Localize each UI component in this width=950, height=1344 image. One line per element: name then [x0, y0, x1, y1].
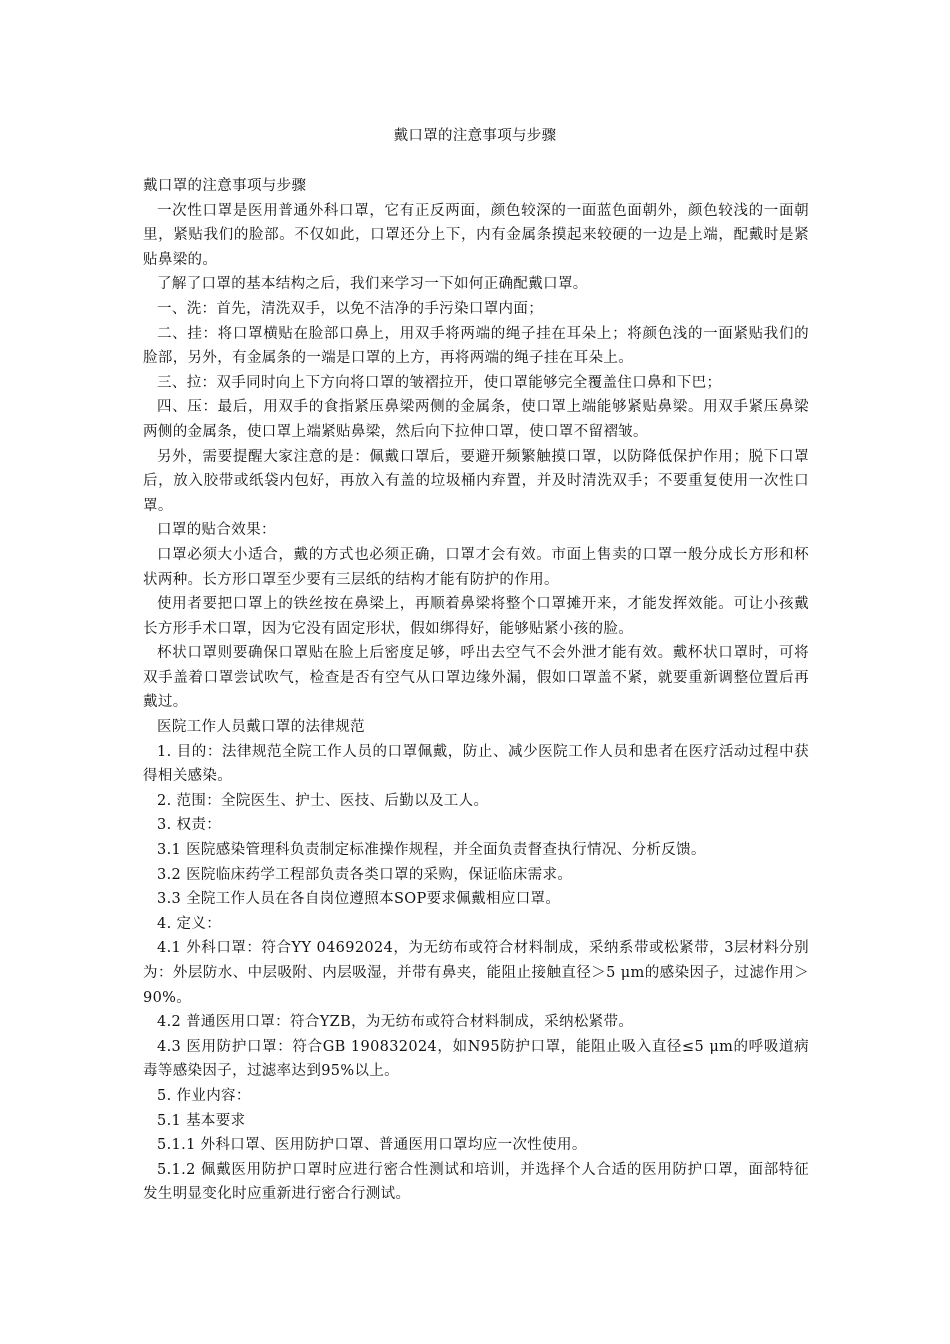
paragraph-mask-structure: 一次性口罩是医用普通外科口罩，它有正反两面，颜色较深的一面蓝色面朝外，颜色较浅的一面朝里，紧贴我们的脸部。不仅如此，口罩还分上下，内有金属条摸起来较硬的一边是上端，配戴时是紧贴鼻梁的。	[143, 202, 809, 268]
regulation-item-5-1-1: 5.1.1 外科口罩、医用防护口罩、普通医用口罩均应一次性使用。	[157, 1137, 587, 1154]
regulation-definitions: 4. 定义：	[157, 915, 222, 932]
document-title: 戴口罩的注意事项与步骤	[393, 128, 557, 144]
regulation-work-content: 5. 作业内容：	[157, 1087, 251, 1104]
paragraph-fit-size: 口罩必须大小适合，戴的方式也必须正确，口罩才会有效。市面上售卖的口罩一般分成长方形和杯状两种。长方形口罩至少要有三层纸的结构才能有防护的作用。	[143, 546, 809, 588]
regulation-item-5-1: 5.1 基本要求	[157, 1112, 246, 1129]
regulation-item-4-1: 4.1 外科口罩：符合YY 04692024，为无纺布或符合材料制成，采纳系带或松紧带，3层材料分别为：外层防水、中层吸附、内层吸湿，并带有鼻夹，能阻止接触直径＞5 μm的感染因子，过滤作用＞90%。	[143, 940, 809, 1006]
step-hang: 二、挂：将口罩横贴在脸部口鼻上，用双手将两端的绳子挂在耳朵上；将颜色浅的一面紧贴我们的脸部，另外，有金属条的一端是口罩的上方，再将两端的绳子挂在耳朵上。	[143, 325, 809, 367]
regulation-item-5-1-2: 5.1.2 佩戴医用防护口罩时应进行密合性测试和培训，并选择个人合适的医用防护口罩，面部特征发生明显变化时应重新进行密合行测试。	[143, 1161, 809, 1203]
paragraph-intro-steps: 了解了口罩的基本结构之后，我们来学习一下如何正确配戴口罩。	[157, 276, 588, 293]
regulation-item-4-3: 4.3 医用防护口罩：符合GB 190832024，如N95防护口罩，能阻止吸入直径≤5 μm的呼吸道病毒等感染因子，过滤率达到95%以上。	[143, 1038, 809, 1080]
regulation-purpose: 1. 目的：法律规范全院工作人员的口罩佩戴，防止、减少医院工作人员和患者在医疗活动过程中获得相关感染。	[143, 743, 809, 785]
section-heading: 戴口罩的注意事项与步骤	[143, 178, 307, 194]
step-pull: 三、拉：双手同时向上下方向将口罩的皱褶拉开，使口罩能够完全覆盖住口鼻和下巴；	[157, 374, 722, 391]
paragraph-reminder: 另外，需要提醒大家注意的是：佩戴口罩后，要避开频繁触摸口罩，以防降低保护作用；脱下口罩后，放入胶带或纸袋内包好，再放入有盖的垃圾桶内弃置，并及时清洗双手；不要重复使用一次性口罩。	[143, 448, 809, 514]
fit-effect-heading: 口罩的贴合效果：	[157, 522, 276, 539]
step-wash: 一、洗：首先，清洗双手，以免不洁净的手污染口罩内面；	[157, 300, 544, 317]
regulation-item-3-2: 3.2 医院临床药学工程部负责各类口罩的采购，保证临床需求。	[157, 866, 573, 883]
step-press: 四、压：最后，用双手的食指紧压鼻梁两侧的金属条，使口罩上端能够紧贴鼻梁。用双手紧压鼻梁两侧的金属条，使口罩上端紧贴鼻梁，然后向下拉伸口罩，使口罩不留褶皱。	[143, 399, 809, 440]
document-body	[143, 174, 809, 1207]
regulation-scope: 2. 范围：全院医生、护士、医技、后勤以及工人。	[157, 792, 489, 809]
paragraph-fit-rectangular: 使用者要把口罩上的铁丝按在鼻梁上，再顺着鼻梁将整个口罩摊开来，才能发挥效能。可让小孩戴长方形手术口罩，因为它没有固定形状，假如绑得好，能够贴紧小孩的脸。	[143, 596, 809, 637]
regulation-item-4-2: 4.2 普通医用口罩：符合YZB，为无纺布或符合材料制成，采纳松紧带。	[157, 1014, 634, 1031]
regulation-responsibility: 3. 权责：	[157, 817, 222, 834]
regulation-item-3-1: 3.1 医院感染管理科负责制定标准操作规程，并全面负责督查执行情况、分析反馈。	[157, 842, 706, 859]
paragraph-fit-cup: 杯状口罩则要确保口罩贴在脸上后密度足够，呼出去空气不会外泄才能有效。戴杯状口罩时，可将双手盖着口罩尝试吹气，检查是否有空气从口罩边缘外漏，假如口罩盖不紧，就要重新调整位置后再戴过。	[143, 645, 809, 711]
regulation-item-3-3: 3.3 全院工作人员在各自岗位遵照本SOP要求佩戴相应口罩。	[157, 891, 561, 908]
regulation-heading: 医院工作人员戴口罩的法律规范	[157, 719, 365, 736]
